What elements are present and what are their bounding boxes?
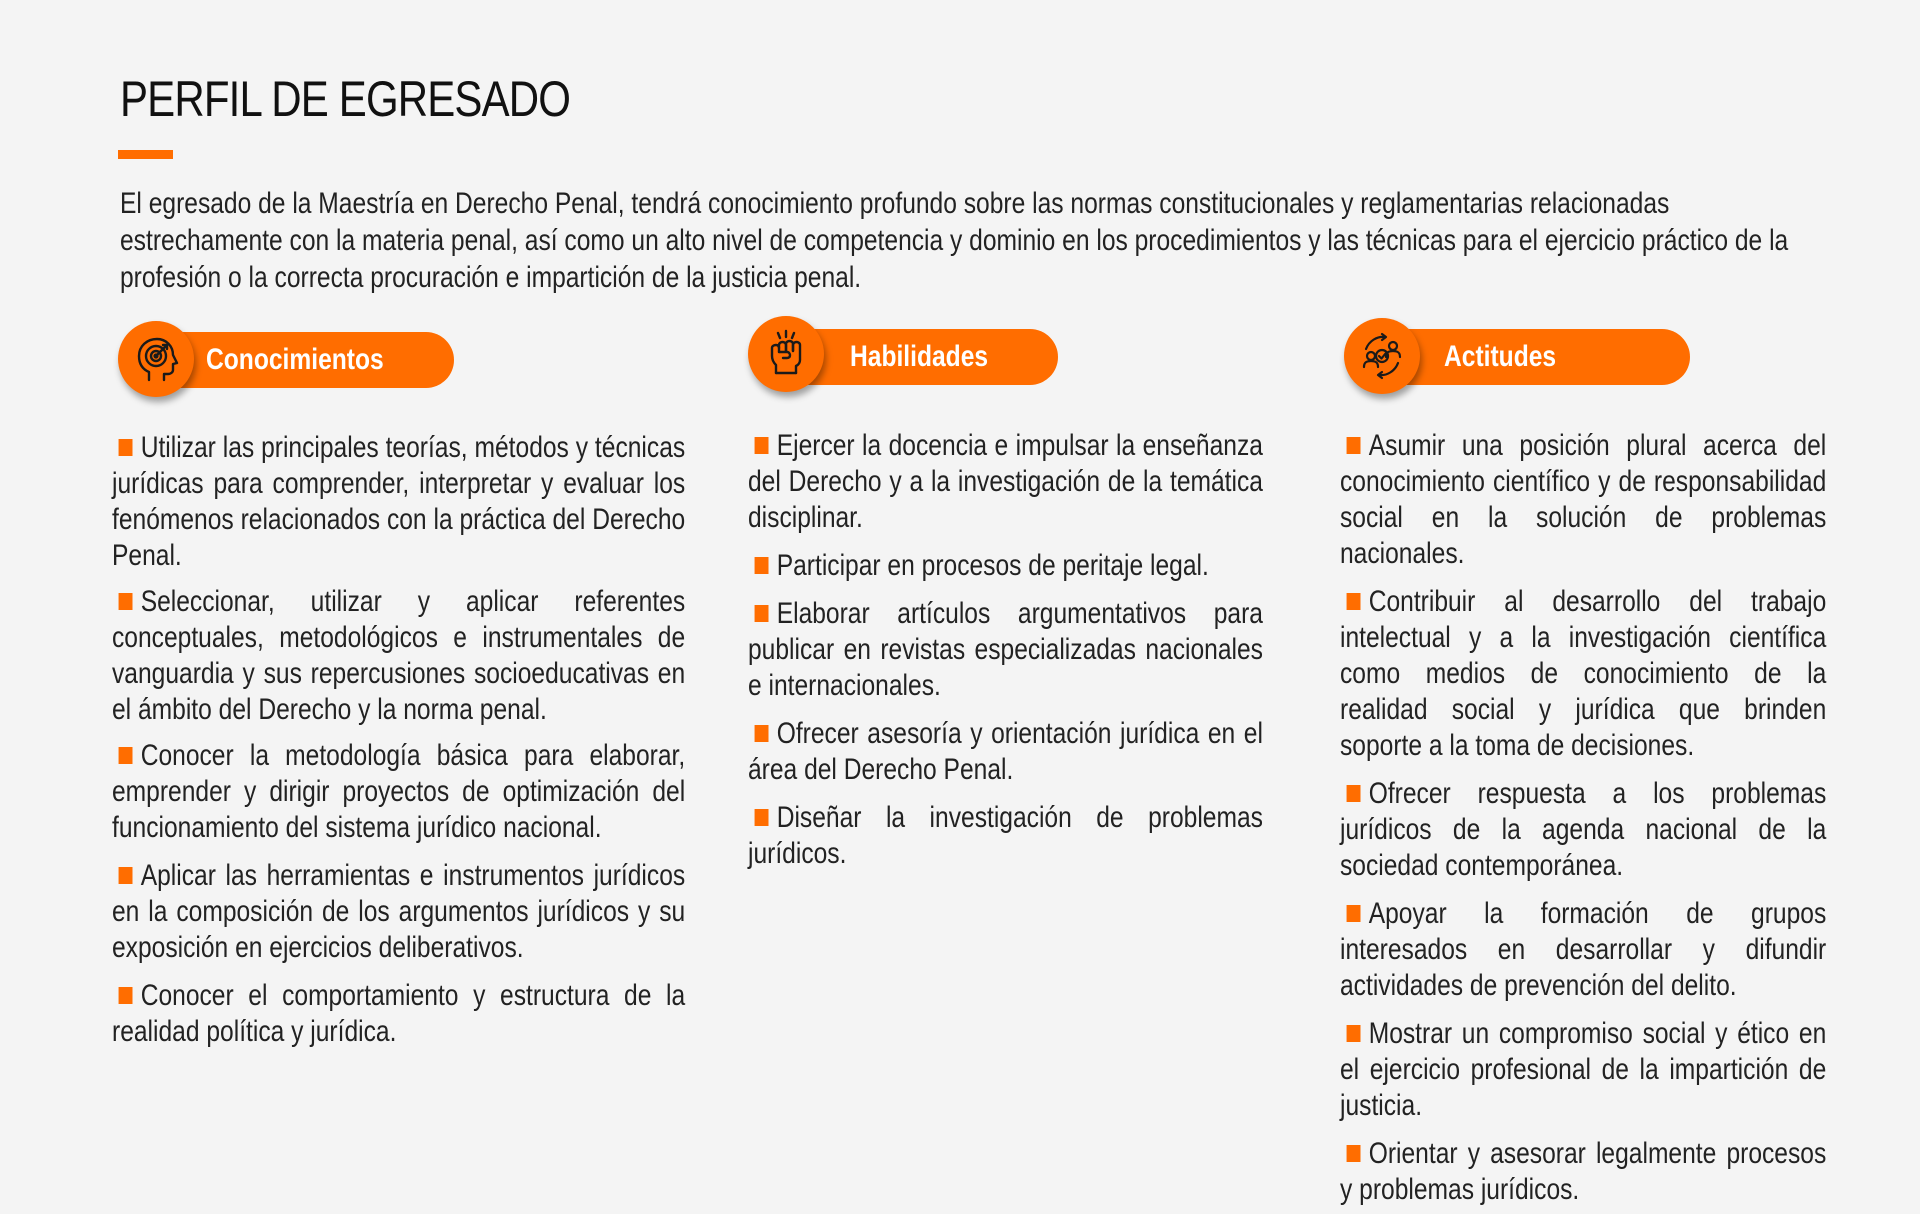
bullet-square: [1347, 785, 1361, 802]
list-conocimientos: [112, 430, 811, 1050]
list-item: Conocer el comportamiento y estructura de la realidad política y jurídica.: [112, 979, 686, 1048]
bullet-square: [1347, 905, 1361, 922]
list-item: Diseñar la investigación de problemas jurídicos.: [748, 801, 1263, 870]
bullet-square: [1347, 1025, 1361, 1042]
section-header-habilidades: [748, 316, 1263, 398]
list-item: Ofrecer asesoría y orientación jurídica en el área del Derecho Penal.: [748, 717, 1263, 786]
list-actitudes: [1340, 428, 1920, 1208]
list-item: Ofrecer respuesta a los problemas jurídicos de la agenda nacional de la sociedad contemporánea.: [1340, 777, 1827, 882]
section-label: Conocimientos: [206, 343, 384, 376]
raised-fist-icon: [748, 316, 824, 392]
bullet-square: [119, 867, 133, 884]
section-header-actitudes: [1340, 316, 1826, 398]
bullet-square: [119, 747, 133, 764]
bullet-square: [1347, 1145, 1361, 1162]
bullet-square: [119, 593, 133, 610]
list-item: Apoyar la formación de grupos interesados en desarrollar y difundir actividades de prevención del delito.: [1340, 897, 1827, 1002]
list-item: Elaborar artículos argumentativos para publicar en revistas especializadas nacionales e internacionales.: [748, 597, 1263, 702]
bullet-square: [755, 809, 769, 826]
people-cycle-icon: [1344, 318, 1420, 394]
list-item: Contribuir al desarrollo del trabajo intelectual y a la investigación científica como medios de conocimiento de la realidad social y jurídica que brinden soporte a la toma de decisiones.: [1340, 585, 1827, 762]
list-item: Ejercer la docencia e impulsar la enseñanza del Derecho y a la investigación de la temática disciplinar.: [748, 429, 1263, 534]
bullet-square: [755, 557, 769, 574]
list-item: Seleccionar, utilizar y aplicar referentes conceptuales, metodológicos e instrumentales de vanguardia y sus repercusiones socioeducativas en el ámbito del Derecho y la norma penal.: [112, 585, 686, 726]
list-item: Orientar y asesorar legalmente procesos y problemas jurídicos.: [1340, 1137, 1827, 1206]
title-underline: [118, 150, 173, 159]
bullet-square: [755, 437, 769, 454]
head-target-icon: [118, 321, 194, 397]
list-item: Aplicar las herramientas e instrumentos jurídicos en la composición de los argumentos jurídicos y su exposición en ejercicios deliberativos.: [112, 859, 686, 964]
page-title: PERFIL DE EGRESADO: [120, 71, 571, 127]
section-label: Habilidades: [850, 340, 989, 373]
list-item: Utilizar las principales teorías, métodos y técnicas jurídicas para comprender, interpretar y evaluar los fenómenos relacionados con la práctica del Derecho Penal.: [112, 431, 686, 572]
list-habilidades: [748, 428, 1376, 872]
section-label: Actitudes: [1444, 340, 1557, 373]
bullet-square: [755, 725, 769, 742]
bullet-square: [119, 987, 133, 1004]
column-habilidades: [748, 316, 1263, 870]
list-item: Mostrar un compromiso social y ético en el ejercicio profesional de la impartición de justicia.: [1340, 1017, 1827, 1122]
list-item: Conocer la metodología básica para elaborar, emprender y dirigir proyectos de optimización del funcionamiento del sistema jurídico nacional.: [112, 739, 686, 844]
section-header-conocimientos: [112, 318, 685, 400]
list-item: Asumir una posición plural acerca del conocimiento científico y de responsabilidad social en la solución de problemas nacionales.: [1340, 429, 1827, 570]
intro-paragraph: El egresado de la Maestría en Derecho Penal, tendrá conocimiento profundo sobre las normas constitucionales y reglamentarias relacionadas estrechamente con la materia penal, así como un alto nivel de competencia y dominio en los procedimientos y las técnicas para el ejercicio práctico de la profesión o la correcta procuración e impartición de la justicia penal.: [120, 187, 1789, 294]
column-conocimientos: [112, 318, 686, 1048]
column-actitudes: [1340, 316, 1827, 1206]
bullet-square: [119, 439, 133, 456]
bullet-square: [1347, 437, 1361, 454]
list-item: Participar en procesos de peritaje legal.: [748, 548, 1263, 584]
bullet-square: [1347, 593, 1361, 610]
bullet-square: [755, 605, 769, 622]
